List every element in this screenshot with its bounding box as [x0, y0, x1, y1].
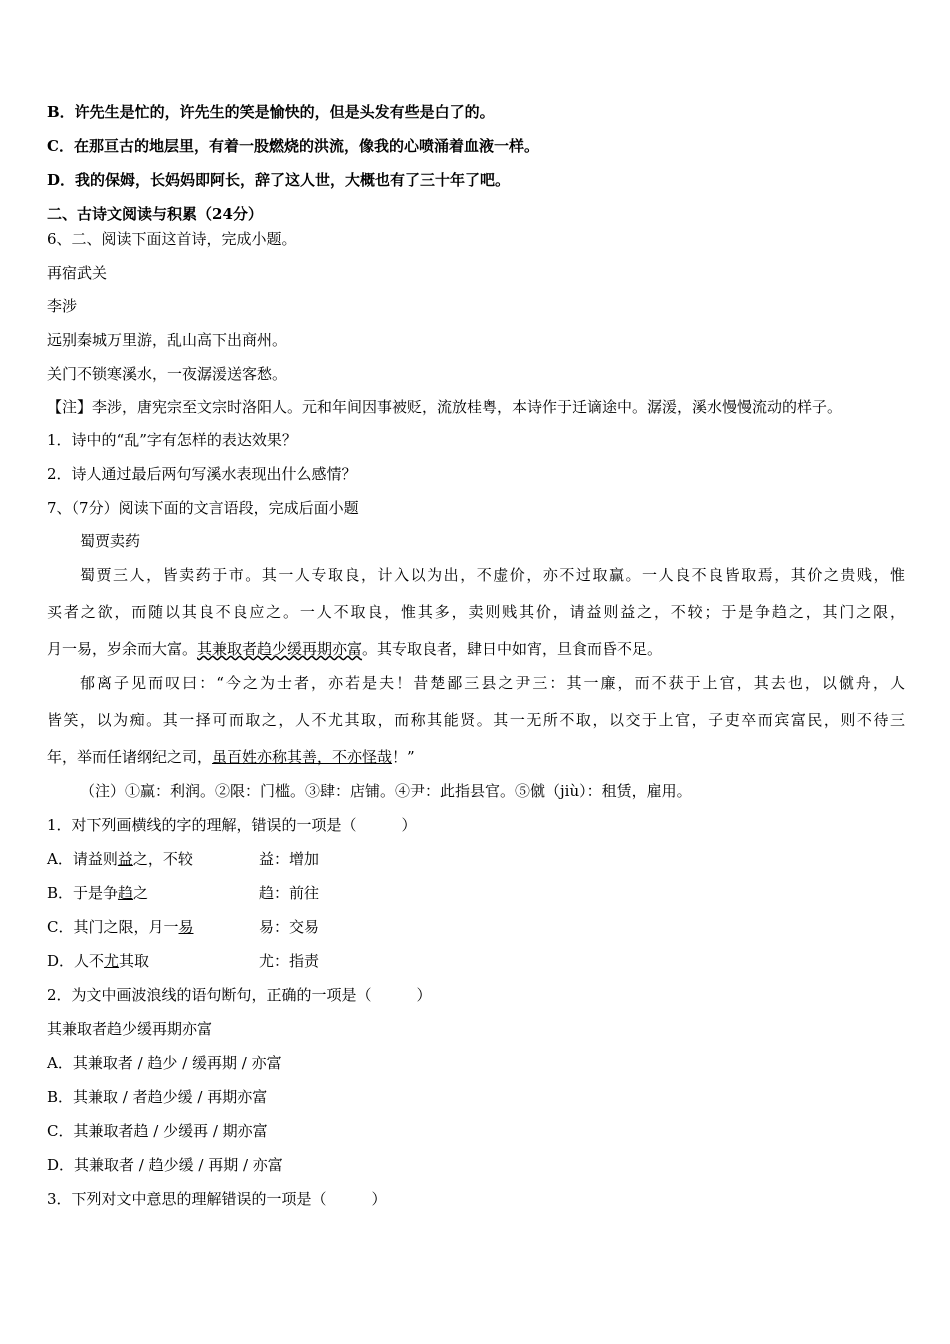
sub2-sentence: 其兼取者趋少缓再期亦富: [47, 1020, 213, 1038]
q7-sub1-stem: 1．对下列画横线的字的理解，错误的一项是（ ）: [47, 816, 417, 834]
sub1-option-b: B．于是争趋之 趋：前往: [47, 884, 320, 902]
sub1-option-c: C．其门之限，月一易 易：交易: [47, 918, 320, 936]
underlined-sentence: 虽百姓亦称其善，不亦怪哉: [212, 748, 393, 766]
passage-p2-line2: 皆笑，以为痴。其一择可而取之，人不尤其取，而称其能贤。其一无所不取，以交于上官，子吏卒而宾富民，则不待三: [47, 711, 905, 729]
passage-p1-line3: [47, 639, 662, 659]
q6-sub2: 2．诗人通过最后两句写溪水表现出什么感情？: [47, 465, 357, 483]
poem-note: 【注】李涉，唐宪宗至文宗时洛阳人。元和年间因事被贬，流放桂粤，本诗作于迁谪途中。潺湲，溪水慢慢流动的样子。: [47, 398, 843, 416]
passage-text: 。其专取良者，肆日中如宵，旦食而昏不足。: [362, 640, 663, 658]
passage-p2-line1: 郁离子见而叹曰：“今之为士者，亦若是夫！昔楚鄙三县之尹三：其一廉，而不获于上官，其去也，以僦舟，人: [80, 674, 905, 692]
option-d: D．我的保姆，长妈妈即阿长，辞了这人世，大概也有了三十年了吧。: [47, 171, 511, 189]
sub2-option-a: A．其兼取者 / 趋少 / 缓再期 / 亦富: [47, 1054, 282, 1072]
option-c: C．在那亘古的地层里，有着一股燃烧的洪流，像我的心喷涌着血液一样。: [47, 137, 539, 155]
passage-p2-line3: [47, 747, 415, 767]
q6-intro: 6、二、阅读下面这首诗，完成小题。: [47, 230, 297, 248]
passage-title: 蜀贾卖药: [80, 532, 141, 550]
sub2-option-b: B．其兼取 / 者趋少缓 / 再期亦富: [47, 1088, 268, 1106]
q6-sub1: 1．诗中的“乱”字有怎样的表达效果？: [47, 431, 297, 449]
passage-text: 月一易，岁余而大富。: [47, 640, 198, 658]
sub2-option-c: C．其兼取者趋 / 少缓再 / 期亦富: [47, 1122, 268, 1140]
poem-line-2: 关门不锁寒溪水，一夜潺湲送客愁。: [47, 365, 288, 383]
q7-intro: 7、（7分）阅读下面的文言语段，完成后面小题: [47, 499, 359, 517]
q7-sub2-stem: 2．为文中画波浪线的语句断句，正确的一项是（ ）: [47, 986, 432, 1004]
q7-sub3-stem: 3．下列对文中意思的理解错误的一项是（ ）: [47, 1190, 387, 1208]
poem-title: 再宿武关: [47, 264, 108, 282]
poem-line-1: 远别秦城万里游，乱山高下出商州。: [47, 331, 288, 349]
sub2-option-d: D．其兼取者 / 趋少缓 / 再期 / 亦富: [47, 1156, 283, 1174]
wavy-underlined-sentence: 其兼取者趋少缓再期亦富: [197, 640, 363, 658]
passage-annotation: （注）①赢：利润。②限：门槛。③肆：店铺。④尹：此指县官。⑤僦（jiù）：租赁，雇用。: [80, 782, 692, 800]
passage-text: ！”: [392, 748, 415, 766]
section-heading: 二、古诗文阅读与积累（24分）: [47, 205, 263, 223]
sub1-option-d: D．人不尤其取 尤：指责: [47, 952, 320, 970]
passage-text: 年，举而任诸纲纪之司，: [47, 748, 213, 766]
passage-p1-line1: 蜀贾三人，皆卖药于市。其一人专取良，计入以为出，不虚价，亦不过取赢。一人良不良皆取焉，其价之贵贱，惟: [80, 566, 905, 584]
passage-p1-line2: 买者之欲，而随以其良不良应之。一人不取良，惟其多，卖则贱其价，请益则益之，不较；于是争趋之，其门之限，: [47, 603, 905, 621]
poem-author: 李涉: [47, 297, 78, 315]
sub1-option-a: A．请益则益之，不较 益：增加: [47, 850, 320, 868]
option-b: B．许先生是忙的，许先生的笑是愉快的，但是头发有些是白了的。: [47, 103, 495, 121]
